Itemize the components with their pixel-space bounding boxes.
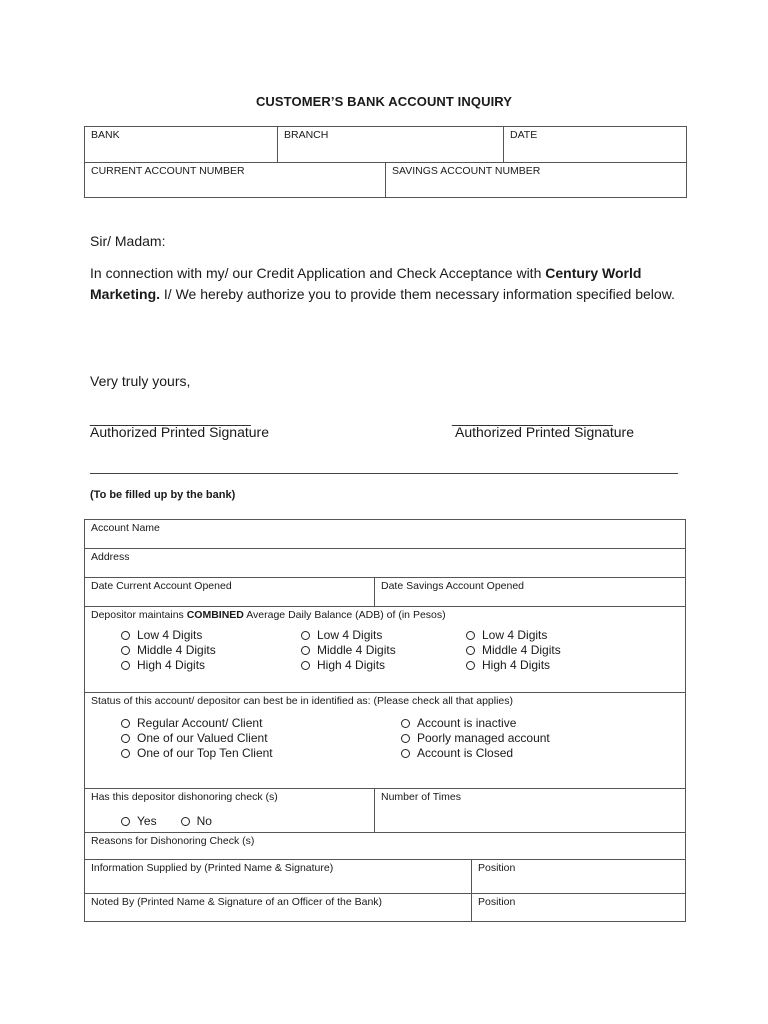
info-position-label: Position <box>478 862 516 874</box>
radio-icon[interactable] <box>121 646 130 655</box>
bank-response-table <box>84 519 686 922</box>
status-inactive-option[interactable]: Account is inactive <box>401 716 611 731</box>
number-of-times-field[interactable] <box>375 789 686 833</box>
signature-line-left[interactable]: ______________________ <box>90 410 251 426</box>
info-supplied-label: Information Supplied by (Printed Name & Signature) <box>91 862 334 874</box>
date-current-opened-field[interactable] <box>85 578 375 607</box>
status-label: Status of this account/ depositor can best be in identified as: (Please check all that applies) <box>91 695 513 707</box>
section-divider <box>90 473 678 474</box>
account-status-section <box>85 693 686 789</box>
adb-high-option-1[interactable]: High 4 Digits <box>121 658 301 673</box>
radio-icon[interactable] <box>121 817 130 826</box>
adb-label-suffix: Average Daily Balance (ADB) of (in Pesos) <box>243 609 446 621</box>
radio-icon[interactable] <box>401 749 410 758</box>
noted-by-field[interactable] <box>85 894 472 922</box>
adb-label-prefix: Depositor maintains <box>91 609 187 621</box>
adb-low-option-2[interactable]: Low 4 Digits <box>301 628 466 643</box>
noted-position-label: Position <box>478 896 516 908</box>
adb-options-col-2 <box>301 628 466 673</box>
address-field[interactable] <box>85 549 686 578</box>
branch-field[interactable] <box>278 127 504 163</box>
date-savings-opened-label: Date Savings Account Opened <box>381 580 525 592</box>
status-options-left <box>121 716 401 761</box>
radio-icon[interactable] <box>121 719 130 728</box>
dishonoring-section <box>85 789 375 833</box>
radio-icon[interactable] <box>401 734 410 743</box>
adb-options <box>91 622 679 675</box>
signature-label-left: Authorized Printed Signature <box>90 424 269 440</box>
authorization-text-1: In connection with my/ our Credit Application and Check Acceptance with <box>90 265 546 281</box>
adb-label <box>91 609 679 622</box>
info-position-field[interactable] <box>472 860 686 894</box>
radio-icon[interactable] <box>121 631 130 640</box>
dishonoring-yes-option[interactable]: Yes <box>121 814 157 829</box>
number-of-times-label: Number of Times <box>381 791 461 803</box>
status-poorly-managed-option[interactable]: Poorly managed account <box>401 731 611 746</box>
adb-low-option-3[interactable]: Low 4 Digits <box>466 628 616 643</box>
dishonoring-options <box>91 804 368 829</box>
bank-label: BANK <box>91 129 120 141</box>
date-label: DATE <box>510 129 538 141</box>
salutation: Sir/ Madam: <box>90 233 166 249</box>
status-closed-option[interactable]: Account is Closed <box>401 746 611 761</box>
branch-label: BRANCH <box>284 129 329 141</box>
date-field[interactable] <box>504 127 687 163</box>
account-header-table <box>84 126 687 198</box>
adb-high-option-3[interactable]: High 4 Digits <box>466 658 616 673</box>
status-options <box>91 708 679 763</box>
status-regular-option[interactable]: Regular Account/ Client <box>121 716 401 731</box>
radio-icon[interactable] <box>121 734 130 743</box>
date-current-opened-label: Date Current Account Opened <box>91 580 232 592</box>
status-valued-option[interactable]: One of our Valued Client <box>121 731 401 746</box>
radio-icon[interactable] <box>401 719 410 728</box>
adb-middle-option-2[interactable]: Middle 4 Digits <box>301 643 466 658</box>
date-savings-opened-field[interactable] <box>375 578 686 607</box>
adb-options-col-1 <box>121 628 301 673</box>
radio-icon[interactable] <box>301 646 310 655</box>
status-top-ten-option[interactable]: One of our Top Ten Client <box>121 746 401 761</box>
signature-label-right: Authorized Printed Signature <box>455 424 634 440</box>
signature-line-right[interactable]: ______________________ <box>452 410 613 426</box>
adb-high-option-2[interactable]: High 4 Digits <box>301 658 466 673</box>
status-options-right <box>401 716 611 761</box>
bank-section-note: (To be filled up by the bank) <box>90 489 236 501</box>
radio-icon[interactable] <box>301 661 310 670</box>
savings-account-number-field[interactable] <box>386 163 687 198</box>
address-label: Address <box>91 551 130 563</box>
reasons-field[interactable] <box>85 833 686 860</box>
company-name: Century World Marketing. <box>90 265 642 302</box>
noted-position-field[interactable] <box>472 894 686 922</box>
adb-middle-option-3[interactable]: Middle 4 Digits <box>466 643 616 658</box>
radio-icon[interactable] <box>466 646 475 655</box>
noted-by-label: Noted By (Printed Name & Signature of an Officer of the Bank) <box>91 896 383 908</box>
adb-section <box>85 607 686 693</box>
dishonoring-no-option[interactable]: No <box>181 814 212 829</box>
adb-middle-option-1[interactable]: Middle 4 Digits <box>121 643 301 658</box>
radio-icon[interactable] <box>301 631 310 640</box>
authorization-paragraph <box>90 263 680 305</box>
current-account-number-field[interactable] <box>85 163 386 198</box>
reasons-label: Reasons for Dishonoring Check (s) <box>91 835 255 847</box>
authorization-text-2: I/ We hereby authorize you to provide them necessary information specified below. <box>160 286 675 302</box>
bank-field[interactable] <box>85 127 278 163</box>
current-account-number-label: CURRENT ACCOUNT NUMBER <box>91 165 245 177</box>
closing: Very truly yours, <box>90 373 191 389</box>
savings-account-number-label: SAVINGS ACCOUNT NUMBER <box>392 165 541 177</box>
form-title: CUSTOMER’S BANK ACCOUNT INQUIRY <box>255 94 513 109</box>
adb-options-col-3 <box>466 628 616 673</box>
dishonoring-label: Has this depositor dishonoring check (s) <box>91 791 278 803</box>
account-name-label: Account Name <box>91 522 160 534</box>
adb-low-option-1[interactable]: Low 4 Digits <box>121 628 301 643</box>
radio-icon[interactable] <box>121 749 130 758</box>
radio-icon[interactable] <box>121 661 130 670</box>
radio-icon[interactable] <box>466 631 475 640</box>
radio-icon[interactable] <box>181 817 190 826</box>
account-name-field[interactable] <box>85 520 686 549</box>
info-supplied-field[interactable] <box>85 860 472 894</box>
radio-icon[interactable] <box>466 661 475 670</box>
adb-label-combined: COMBINED <box>186 609 244 621</box>
